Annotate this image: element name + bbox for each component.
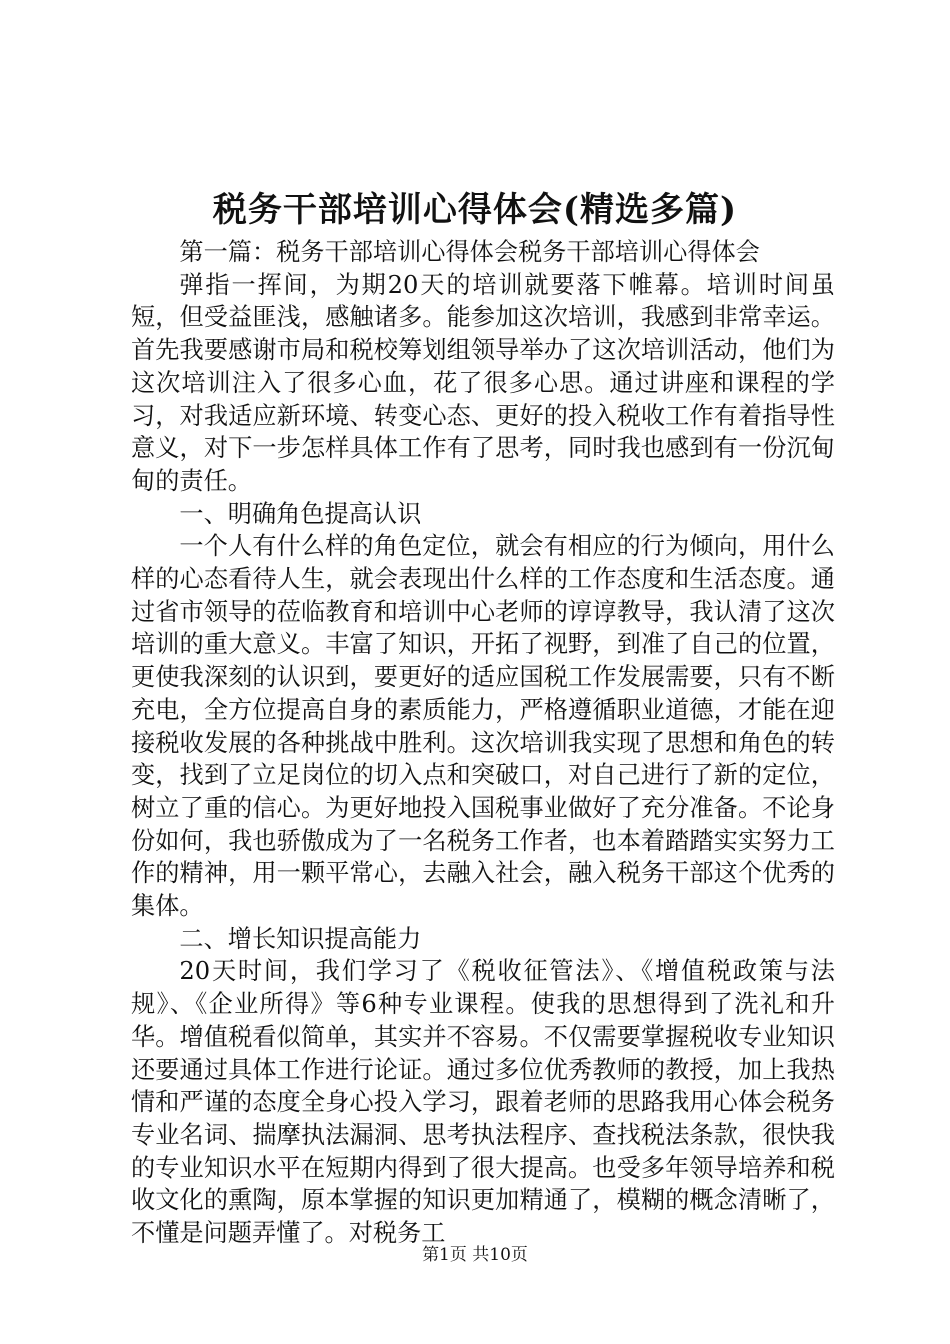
section-heading-1: 一、明确角色提高认识 (179, 499, 422, 528)
document-body (131, 236, 835, 1250)
section-heading-2: 二、增长知识提高能力 (179, 924, 422, 953)
page-footer: 第1页 共10页 (422, 1245, 528, 1265)
paragraph-intro: 弹指一挥间，为期20天的培训就要落下帷幕。培训时间虽短，但受益匪浅，感触诸多。能参加这次培训，我感到非常幸运。首先我要感谢市局和税校筹划组领导举办了这次培训活动，他们为这次培训注入了很多心血，花了很多心思。通过讲座和课程的学习，对我适应新环境、转变心态、更好的投入税收工作有着指导性意义，对下一步怎样具体工作有了思考，同时我也感到有一份沉甸甸的责任。 (131, 270, 835, 495)
document-title: 税务干部培训心得体会(精选多篇) (212, 190, 738, 230)
paragraph-chapter-heading: 第一篇：税务干部培训心得体会税务干部培训心得体会 (179, 238, 760, 266)
paragraph-section-1: 一个人有什么样的角色定位，就会有相应的行为倾向，用什么样的心态看待人生，就会表现出什么样的工作态度和生活态度。通过省市领导的莅临教育和培训中心老师的谆谆教导，我认清了这次培训的重大意义。丰富了知识，开拓了视野，到准了自己的位置，更使我深刻的认识到，要更好的适应国税工作发展需要，只有不断充电，全方位提高自身的素质能力，严格遵循职业道德，才能在迎接税收发展的各种挑战中胜利。这次培训我实现了思想和角色的转变，找到了立足岗位的切入点和突破口，对自己进行了新的定位，树立了重的信心。为更好地投入国税事业做好了充分准备。不论身份如何，我也骄傲成为了一名税务工作者，也本着踏踏实实努力工作的精神，用一颗平常心，去融入社会，融入税务干部这个优秀的集体。 (131, 532, 835, 921)
paragraph-section-2: 20天时间，我们学习了《税收征管法》、《增值税政策与法规》、《企业所得》等6种专业课程。使我的思想得到了洗礼和升华。增值税看似简单，其实并不容易。不仅需要掌握税收专业知识还要通过具体工作进行论证。通过多位优秀教师的教授，加上我热情和严谨的态度全身心投入学习，跟着老师的思路我用心体会税务专业名词、揣摩执法漏洞、思考执法程序、查找税法条款，很快我的专业知识水平在短期内得到了很大提高。也受多年领导培养和税收文化的熏陶，原本掌握的知识更加精通了，模糊的概念清晰了，不懂是问题弄懂了。对税务工 (131, 957, 835, 1248)
